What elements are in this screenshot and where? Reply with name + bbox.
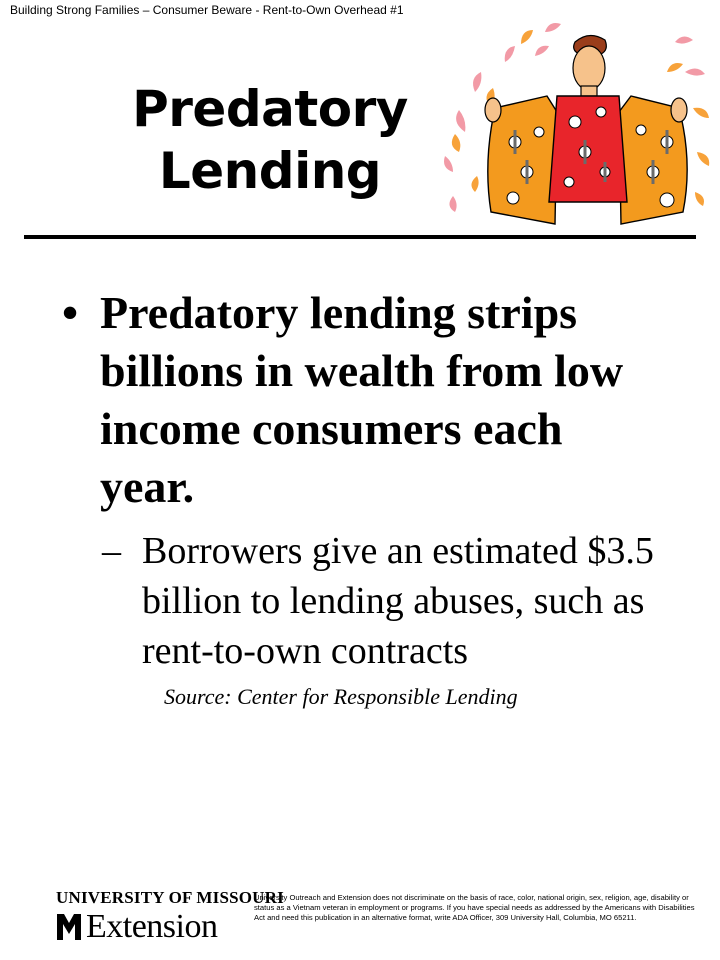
title-divider	[24, 235, 696, 239]
source-citation: Source: Center for Responsible Lending	[164, 684, 518, 709]
title-line-1: Predatory	[132, 80, 408, 138]
university-logo	[56, 888, 284, 945]
bullet-symbol: •	[62, 287, 79, 338]
title-line-2: Lending	[158, 142, 382, 200]
disclaimer-text: University Outreach and Extension does not discriminate on the basis of race, color, national origin, sex, religion, age, disability or status as a Vietnam veteran in employment or programs. If you have special needs as addressed by the Americans with Disabilities Act and need this publication in an alternative format, write ADA Officer, 309 University Hall, Columbia, MO 65211.	[254, 893, 695, 922]
sub-bullet	[102, 526, 682, 676]
neck	[581, 86, 597, 96]
extension-wordmark: Extension	[86, 908, 218, 945]
university-name: UNIVERSITY OF MISSOURI	[56, 888, 284, 907]
page-title	[100, 78, 440, 202]
main-bullet	[62, 284, 662, 516]
man-with-watches-in-coat-icon	[435, 12, 715, 232]
face	[573, 46, 605, 90]
sub-bullet-symbol: –	[102, 530, 121, 572]
right-hand	[671, 98, 687, 122]
sub-bullet-text: Borrowers give an estimated $3.5 billion to lending abuses, such as rent-to-own contracts	[142, 530, 654, 672]
left-hand	[485, 98, 501, 122]
main-bullet-text: Predatory lending strips billions in wealth from low income consumers each year.	[100, 287, 624, 512]
header-text: Building Strong Families – Consumer Beware - Rent-to-Own Overhead #1	[10, 3, 404, 17]
mu-logo-icon	[56, 912, 82, 942]
